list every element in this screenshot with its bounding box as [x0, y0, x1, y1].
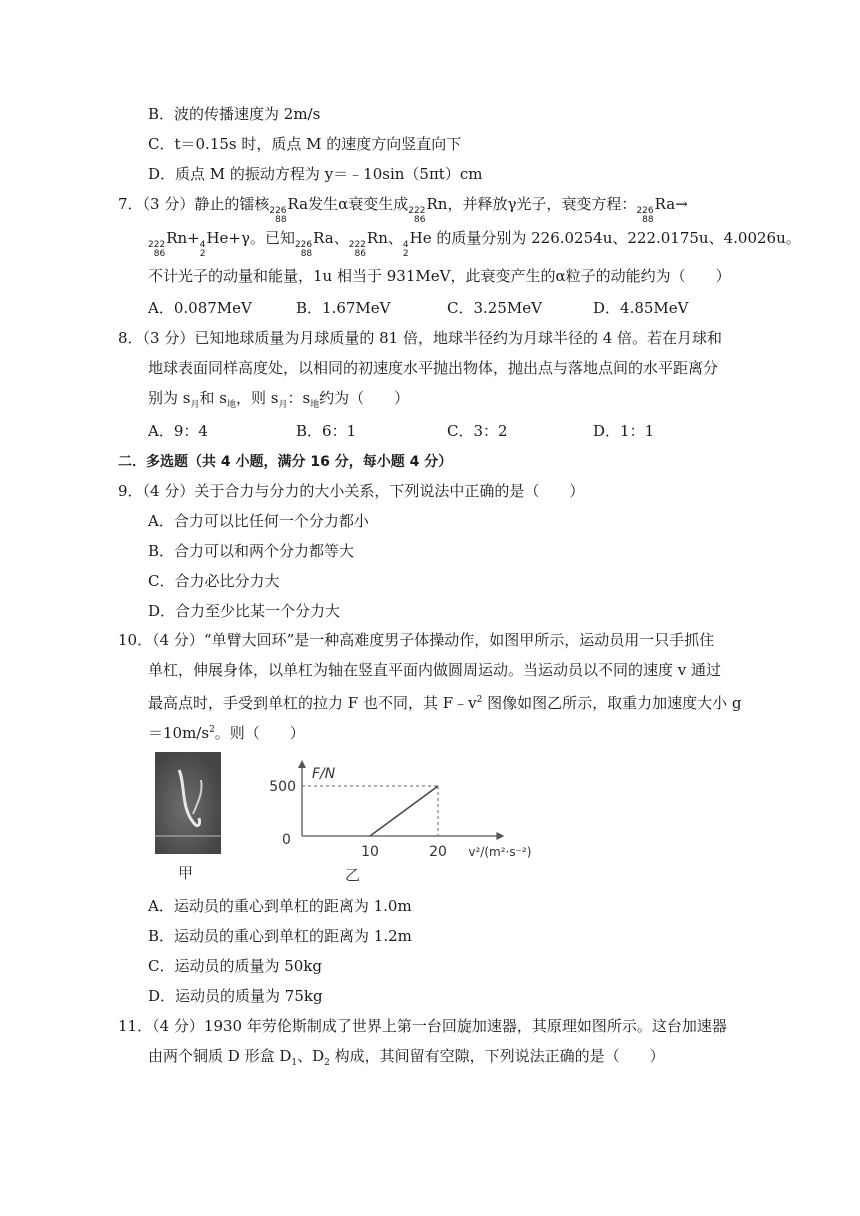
- x-tick-label-0: 10: [361, 844, 379, 860]
- x-axis-label: v²/(m²·s⁻²): [468, 845, 532, 859]
- y-tick-label-0: 500: [269, 779, 296, 795]
- figure-jia-caption: 甲: [178, 864, 194, 882]
- q9-option-b: B．合力可以和两个分力都等大: [148, 542, 355, 560]
- q8-line3: 别为 $s_月$和 $s_地$，则 $s_月$：$s_地$约为（ ）: [148, 389, 410, 410]
- q6-option-d: D．质点 M 的振动方程为 y＝﹣10sin（5πt）cm: [148, 165, 483, 183]
- q7-line1: 7．（3 分）静止的镭核 226 88 Ra发生α衰变生成 222 86 Rn，并释放γ光子，衰变方程： 226 88 Ra→: [118, 195, 688, 225]
- q10-option-d: D．运动员的质量为 75kg: [148, 987, 323, 1005]
- y-axis-label: F/N: [312, 766, 336, 782]
- q8-line2: 地球表面同样高度处，以相同的初速度水平抛出物体，抛出点与落地点间的水平距离分: [148, 359, 719, 377]
- q7-option-c: C．3.25MeV: [447, 299, 542, 317]
- q10-line1: 10．（4 分）“单臂大回环”是一种高难度男子体操动作，如图甲所示，运动员用一只手抓住: [118, 631, 715, 649]
- q10-option-c: C．运动员的质量为 50kg: [148, 957, 323, 975]
- q8-option-d: D．1：1: [593, 422, 655, 440]
- q10-line2: 单杠，伸展身体，以单杠为轴在竖直平面内做圆周运动。当运动员以不同的速度 v 通过: [148, 661, 722, 679]
- origin-label: 0: [282, 832, 291, 848]
- q10-option-b: B．运动员的重心到单杠的距离为 1.2m: [148, 927, 412, 945]
- q7-option-a: A．0.087MeV: [148, 299, 252, 317]
- section-heading: 二．多选题（共 4 小题，满分 16 分，每小题 4 分）: [118, 454, 453, 470]
- q9-option-d: D．合力至少比某一个分力大: [148, 602, 341, 620]
- q11-line1: 11．（4 分）1930 年劳伦斯制成了世界上第一台回旋加速器，其原理如图所示。这台加速器: [118, 1017, 727, 1035]
- f-v2-chart: [269, 742, 532, 882]
- series-line: [370, 786, 438, 836]
- q7-line2: 222 86 Rn+ 4 2 He+γ。已知 226 88 Ra、 222 86 Rn、 4 2 He 的质量分别为 226.0254u、222.0175u、4.0026u。: [148, 229, 801, 259]
- q8-option-c: C．3：2: [447, 422, 508, 440]
- q9-option-a: A．合力可以比任何一个分力都小: [148, 512, 369, 530]
- q10-option-a: A．运动员的重心到单杠的距离为 1.0m: [148, 897, 412, 915]
- x-tick-label-1: 20: [429, 844, 447, 860]
- q8-option-a: A．9：4: [148, 422, 208, 440]
- q10-line4: $=10m/s^2$。则（ ）: [148, 724, 305, 742]
- x-axis-arrow: [496, 832, 504, 840]
- q9-stem: 9．（4 分）关于合力与分力的大小关系，下列说法中正确的是（ ）: [118, 482, 585, 500]
- q7-option-d: D．4.85MeV: [593, 299, 689, 317]
- figure-yi-caption: 乙: [345, 866, 361, 884]
- y-axis-arrow: [298, 760, 306, 768]
- gymnast-photo: [155, 752, 221, 854]
- q10-line3: 最高点时，手受到单杠的拉力 F 也不同，其 $F﹣v^2$ 图像如图乙所示，取重力加速度大小 g: [148, 694, 742, 712]
- q11-line2: 由两个铜质 D 形盒 $D_1$、$D_2$ 构成，其间留有空隙，下列说法正确的是（ ）: [148, 1047, 665, 1068]
- q7-option-b: B．1.67MeV: [296, 299, 391, 317]
- q8-line1: 8．（3 分）已知地球质量为月球质量的 81 倍，地球半径约为月球半径的 4 倍。若在月球和: [118, 329, 723, 347]
- q6-option-b: B．波的传播速度为 2m/s: [148, 105, 321, 123]
- q6-option-c: C．t＝0.15s 时，质点 M 的速度方向竖直向下: [148, 135, 462, 153]
- q8-option-b: B．6：1: [296, 422, 357, 440]
- q9-option-c: C．合力必比分力大: [148, 572, 280, 590]
- q7-line3: 不计光子的动量和能量，1u 相当于 931MeV，此衰变产生的α粒子的动能约为（ ）: [148, 267, 731, 285]
